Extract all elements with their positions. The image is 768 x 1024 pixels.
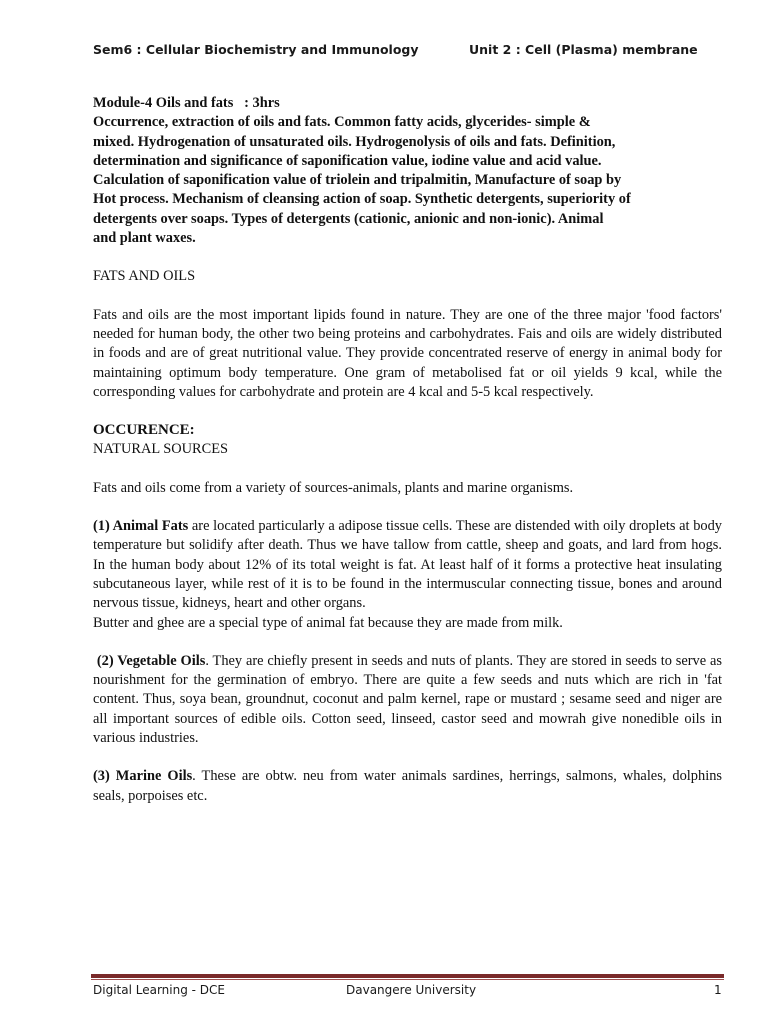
footer-rule-thin <box>91 979 724 980</box>
animal-fats-label: (1) Animal Fats <box>93 518 189 535</box>
section-heading-fats: FATS AND OILS <box>93 268 196 285</box>
syllabus-line: mixed. Hydrogenation of unsaturated oils. Hydrogenolysis of oils and fats. Definition, <box>93 133 616 150</box>
footer-department: Digital Learning - DCE <box>93 983 225 997</box>
module-title: Module-4 Oils and fats : 3hrs <box>93 95 280 111</box>
footer-page-number: 1 <box>714 983 722 997</box>
syllabus-line: determination and significance of saponification value, iodine value and acid value. <box>93 152 602 169</box>
marine-oils-label: (3) Marine Oils <box>93 768 193 785</box>
header-unit-title: Unit 2 : Cell (Plasma) membrane <box>469 42 698 57</box>
module-syllabus <box>93 113 722 248</box>
occurence-heading: OCCURENCE: <box>93 422 195 439</box>
syllabus-line: Hot process. Mechanism of cleansing action of soap. Synthetic detergents, superiority of <box>93 191 631 208</box>
footer-university: Davangere University <box>346 983 477 997</box>
butter-ghee-note: Butter and ghee are a special type of animal fat because they are made from milk. <box>93 614 563 631</box>
syllabus-line: Occurrence, extraction of oils and fats. Common fatty acids, glycerides- simple & <box>93 114 591 131</box>
vegetable-oils-label: (2) Vegetable Oils <box>96 652 206 669</box>
vegetable-oils-text: . They are chiefly present in seeds and nuts of plants. They are stored in seeds to serve as nourishment for the germination of embryo. There are quite a few seeds and nuts which are rich in 'fat content. Thus, soya bean, groundnut, coconut and palm kernel, rape or mustard ; sesame seed and niger are all important sources of edible oils. Cotton seed, linseed, castor seed and mowrah give nonedible oils in various industries. <box>93 652 722 747</box>
fats-paragraph: Fats and oils are the most important lipids found in nature. They are one of the three major 'food factors' needed for human body, the other two being proteins and carbohydrates. Fais and oils are widely distributed in foods and are of great nutritional value. They provide concentrated reserve of energy in animal body for maintaining optimum body temperature. One gram of metabolised fat or oil yields 9 kcal, while the corresponding values for carbohydrate and protein are 4 kcal and 5-5 kcal respectively. <box>93 306 722 400</box>
syllabus-line: detergents over soaps. Types of detergents (cationic, anionic and non-ionic). Animal <box>93 210 604 227</box>
animal-fats-paragraph <box>93 517 722 613</box>
syllabus-line: Calculation of saponification value of triolein and tripalmitin, Manufacture of soap by <box>93 172 622 189</box>
document-body <box>93 94 722 806</box>
syllabus-line: and plant waxes. <box>93 230 196 247</box>
animal-fats-text: are located particularly a adipose tissue cells. These are distended with oily droplets at body temperature but solidify after death. Thus we have tallow from cattle, sheep and goats, and lard from hogs. In the human body about 12% of its total weight is fat. At least half of it forms a protective heat insulating subcutaneous layer, while rest of it is to be found in the intermuscular connecting tissue, bones and around nervous tissue, kidneys, heart and other organs. <box>93 518 722 612</box>
footer-rule <box>91 974 724 978</box>
marine-oils-paragraph <box>93 767 722 806</box>
natural-sources-heading: NATURAL SOURCES <box>93 441 228 458</box>
marine-oils-text: . These are obtw. neu from water animals sardines, herrings, salmons, whales, dolphins seals, porpoises etc. <box>93 768 722 804</box>
occurence-intro: Fats and oils come from a variety of sources-animals, plants and marine organisms. <box>93 479 574 496</box>
header-course-title: Sem6 : Cellular Biochemistry and Immunology <box>93 42 419 57</box>
vegetable-oils-paragraph <box>93 652 722 748</box>
